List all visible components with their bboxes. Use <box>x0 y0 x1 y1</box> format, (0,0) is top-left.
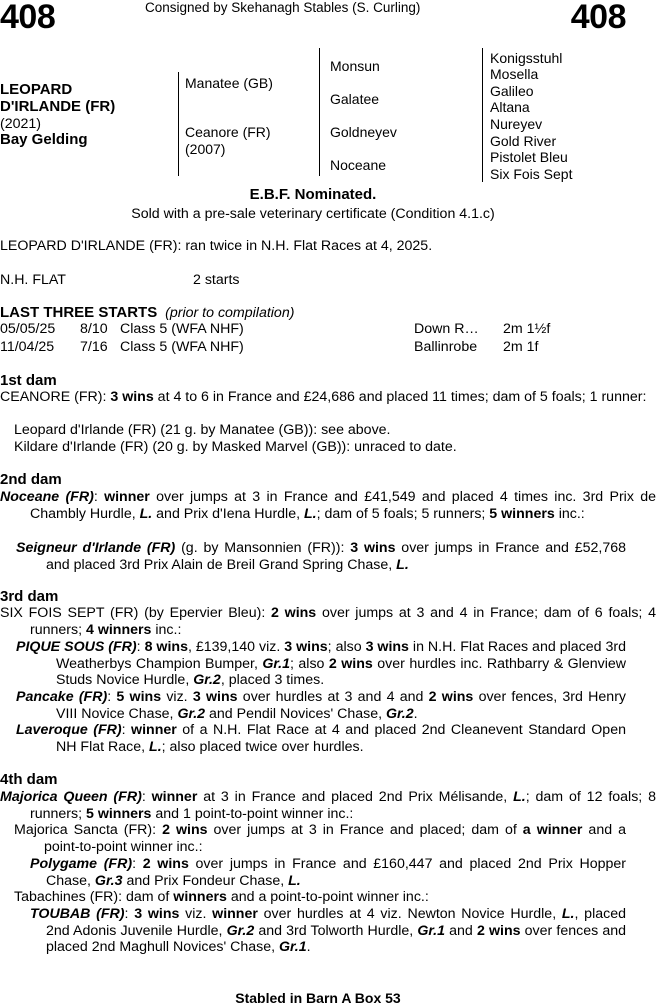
fourth-dam-paragraph: Majorica Queen (FR): winner at 3 in France and placed 2nd Prix Mélisande, L.; dam of 12 foals; 8 runners; 5 winners and 1 point-to-point winner inc.: <box>0 789 656 822</box>
pedigree-sire: Manatee (GB) <box>185 75 273 91</box>
pedigree-gen2-item: Noceane <box>330 157 387 173</box>
produce-entry: Polygame (FR): 2 wins over jumps in France and £160,447 and placed 2nd Prix Hopper Chase, Gr.3 and Prix Fondeur Chase, L. <box>30 856 627 889</box>
third-dam-paragraph: SIX FOIS SEPT (FR) (by Epervier Bleu): 2 wins over jumps at 3 and 4 in France; dam of 6 foals; 4 runners; 4 winners inc.: <box>0 605 656 638</box>
produce-entry: Laveroque (FR): winner of a N.H. Flat Race at 4 and placed 2nd Cleanevent Standard Open NH Flat Race, L.; also placed twice over hurdles. <box>16 722 626 755</box>
record-value: 2 starts <box>193 272 240 288</box>
start-race: Class 5 (WFA NHF) <box>120 321 244 337</box>
pedigree-dam: Ceanore (FR) <box>185 124 271 140</box>
lot-number-left: 408 <box>0 0 56 36</box>
ebf-nominated: E.B.F. Nominated. <box>249 186 377 203</box>
produce-entry: Seigneur d'Irlande (FR) (g. by Mansonnien (FR)): 3 wins over jumps in France and £52,768 and placed 3rd Prix Alain de Breil Grand Spring Chase, L. <box>16 540 626 573</box>
second-dam-heading: 2nd dam <box>0 471 62 488</box>
horse-description: Bay Gelding <box>0 131 88 148</box>
horse-year: (2021) <box>0 116 42 132</box>
pedigree-gen2-item: Goldneyev <box>330 124 397 140</box>
start-course: Down R… <box>414 321 479 337</box>
pedigree-dam-year: (2007) <box>185 141 226 157</box>
produce-entry: Majorica Sancta (FR): 2 wins over jumps at 3 in France and placed; dam of a winner and a point-to-point winner inc.: <box>14 822 626 855</box>
stabling-note: Stabled in Barn A Box 53 <box>235 990 401 1006</box>
pedigree-gen3-item: Nureyev <box>490 116 543 132</box>
pedigree-gen3-item: Konigsstuhl <box>490 50 563 66</box>
start-distance: 2m 1f <box>503 339 539 355</box>
produce-entry: Leopard d'Irlande (FR) (21 g. by Manatee (GB)): see above. <box>14 422 391 438</box>
start-position: 8/10 <box>80 321 108 337</box>
start-distance: 2m 1½f <box>503 321 551 337</box>
consignor: Consigned by Skehanagh Stables (S. Curling) <box>145 0 421 15</box>
produce-entry: Kildare d'Irlande (FR) (20 g. by Masked Marvel (GB)): unraced to date. <box>14 439 457 455</box>
second-dam-paragraph: Noceane (FR): winner over jumps at 3 in France and £41,549 and placed 4 times inc. 3rd Prix de Chambly Hurdle, L. and Prix d'Iena Hurdle, L.; dam of 5 foals; 5 runners; 5 winners inc.: <box>0 489 656 522</box>
produce-entry: Tabachines (FR): dam of winners and a point-to-point winner inc.: <box>14 889 429 905</box>
start-position: 7/16 <box>80 339 108 355</box>
third-dam-heading: 3rd dam <box>0 588 59 605</box>
pedigree-divider-1 <box>178 72 179 176</box>
start-date: 11/04/25 <box>0 339 55 355</box>
record-label: N.H. FLAT <box>0 272 66 288</box>
pedigree-divider-2 <box>319 48 320 176</box>
produce-entry: Pancake (FR): 5 wins viz. 3 wins over hurdles at 3 and 4 and 2 wins over fences, 3rd Henry VIII Novice Chase, Gr.2 and Pendil Novices' Chase, Gr.2. <box>16 689 627 722</box>
horse-name-line2: D'IRLANDE (FR) <box>0 98 116 115</box>
start-date: 05/05/25 <box>0 321 56 337</box>
first-dam-heading: 1st dam <box>0 372 57 389</box>
produce-entry: PIQUE SOUS (FR): 8 wins, £139,140 viz. 3 wins; also 3 wins in N.H. Flat Races and placed 3rd Weatherbys Champion Bumper, Gr.1; also 2 wins over hurdles inc. Rathbarry & Glenview Studs Novice Hurdle, Gr.2, placed 3 times. <box>16 639 626 689</box>
last-three-title: LAST THREE STARTS <box>0 304 158 321</box>
lot-number-right: 408 <box>570 0 626 36</box>
pedigree-divider-3 <box>482 48 483 182</box>
pedigree-gen3-item: Pistolet Bleu <box>490 149 568 165</box>
horse-name-line1: LEOPARD <box>0 81 73 98</box>
pedigree-gen2-item: Galatee <box>330 91 380 107</box>
race-summary: LEOPARD D'IRLANDE (FR): ran twice in N.H. Flat Races at 4, 2025. <box>0 238 433 254</box>
produce-entry: TOUBAB (FR): 3 wins viz. winner over hurdles at 4 viz. Newton Novice Hurdle, L., placed 2nd Adonis Juvenile Hurdle, Gr.2 and 3rd Tolworth Hurdle, Gr.1 and 2 wins over fences and placed 2nd Maghull Novices' Chase, Gr.1. <box>30 906 626 956</box>
pedigree-gen3-item: Altana <box>490 99 530 115</box>
start-course: Ballinrobe <box>414 339 478 355</box>
pedigree-gen3-item: Gold River <box>490 133 557 149</box>
last-three-note: (prior to compilation) <box>165 305 295 321</box>
vet-certificate-note: Sold with a pre-sale veterinary certificate (Condition 4.1.c) <box>131 206 495 222</box>
pedigree-gen3-item: Six Fois Sept <box>490 166 573 182</box>
pedigree-gen3-item: Mosella <box>490 66 539 82</box>
first-dam-paragraph: CEANORE (FR): 3 wins at 4 to 6 in France and £24,686 and placed 11 times; dam of 5 foals; 1 runner: <box>0 389 647 405</box>
pedigree-gen3-item: Galileo <box>490 83 534 99</box>
last-three-heading <box>0 305 294 322</box>
start-race: Class 5 (WFA NHF) <box>120 339 244 355</box>
pedigree-gen2-item: Monsun <box>330 58 380 74</box>
fourth-dam-heading: 4th dam <box>0 771 58 788</box>
